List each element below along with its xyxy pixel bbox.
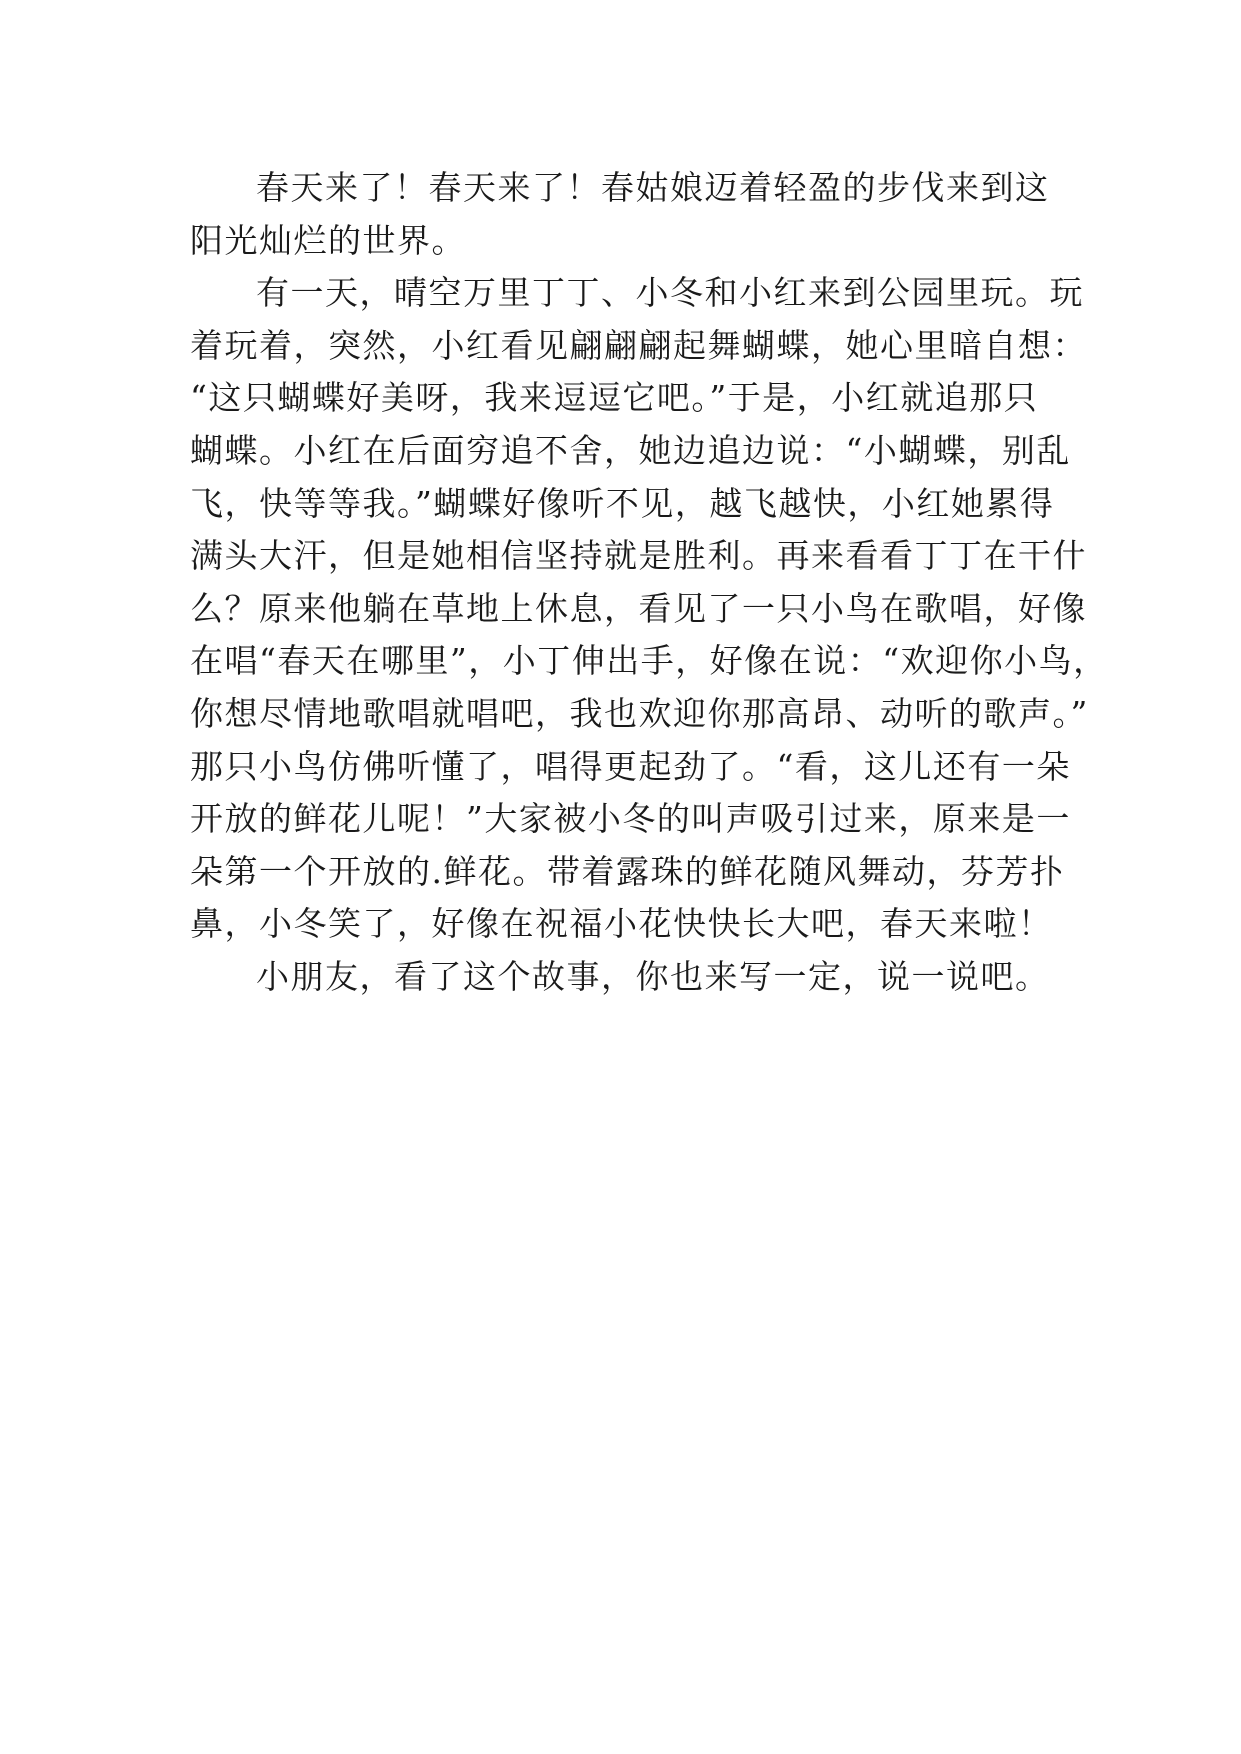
text-line: 蝴蝶。小红在后面穷追不舍，她边追边说：“小蝴蝶，别乱 [190, 430, 1071, 470]
text-line: 着玩着，突然，小红看见翩翩翩起舞蝴蝶，她心里暗自想： [190, 325, 1087, 365]
paragraph-3 [190, 951, 1070, 1004]
text-line: “这只蝴蝶好美呀，我来逗逗它吧。”于是，小红就追那只 [190, 378, 1039, 418]
paragraph-1 [190, 162, 1070, 267]
paragraph-2 [190, 267, 1108, 951]
text-line: 鼻，小冬笑了，好像在祝福小花快快长大吧，春天来啦！ [190, 904, 1053, 944]
text-line: 开放的鲜花儿呢！”大家被小冬的叫声吸引过来，原来是一 [190, 799, 1071, 839]
text-line: 小朋友，看了这个故事，你也来写一定，说一说吧。 [256, 956, 1050, 996]
text-line: 在唱“春天在哪里”，小丁伸出手，好像在说：“欢迎你小鸟， [190, 641, 1108, 681]
text-line: 么？原来他躺在草地上休息，看见了一只小鸟在歌唱，好像 [190, 588, 1087, 628]
text-line: 飞，快等等我。”蝴蝶好像听不见，越飞越快，小红她累得 [190, 483, 1055, 523]
text-line: 那只小鸟仿佛听懂了，唱得更起劲了。“看，这儿还有一朵 [190, 746, 1071, 786]
text-line: 满头大汗，但是她相信坚持就是胜利。再来看看丁丁在干什 [190, 536, 1087, 576]
text-line: 春天来了！春天来了！春姑娘迈着轻盈的步伐来到这 [256, 168, 1050, 207]
story-text [190, 162, 1108, 1004]
text-line: 你想尽情地歌唱就唱吧，我也欢迎你那高昂、动听的歌声。” [190, 693, 1089, 733]
text-line: 有一天，晴空万里丁丁、小冬和小红来到公园里玩。玩 [256, 273, 1084, 313]
text-line: 阳光灿烂的世界。 [190, 220, 466, 260]
text-line: 朵第一个开放的.鲜花。带着露珠的鲜花随风舞动，芬芳扑 [190, 851, 1065, 891]
